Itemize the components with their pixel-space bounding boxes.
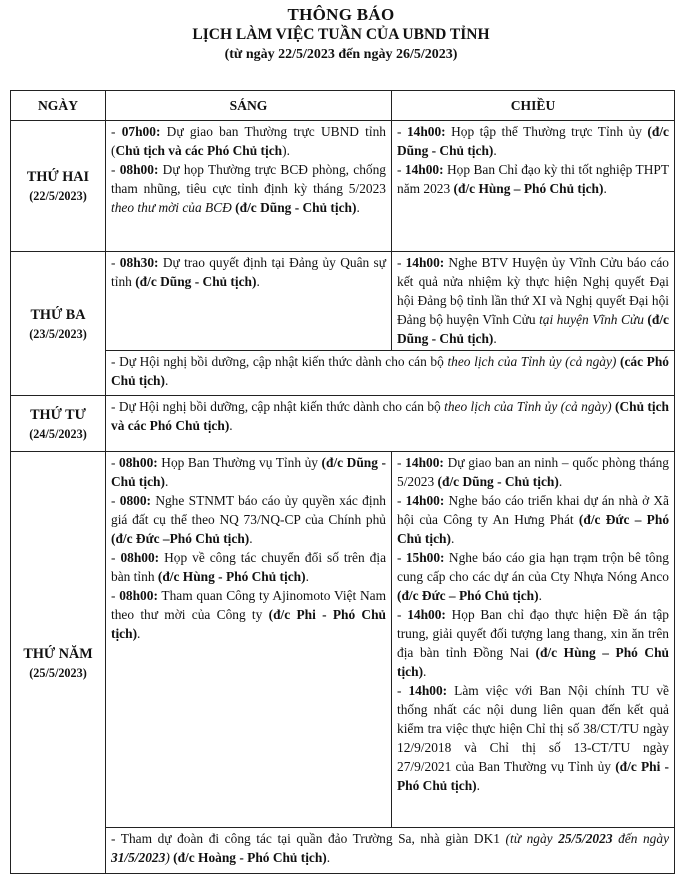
table-row-thursday-fullday [11,828,675,874]
day-date: (23/5/2023) [29,326,87,341]
day-date: (24/5/2023) [29,426,87,441]
schedule-item: - 08h00: Dự họp Thường trực BCĐ phòng, chống tham nhũng, tiêu cực tỉnh định kỳ tháng 5/2023 theo thư mời của BCĐ (đ/c Dũng - Chủ tịch). [111,162,386,215]
day-name: THỨ HAI [26,169,90,185]
table-row-tuesday-fullday [11,351,675,396]
column-header-morning: SÁNG [106,91,392,121]
schedule-item: - Dự Hội nghị bồi dưỡng, cập nhật kiến thức dành cho cán bộ theo lịch của Tỉnh ủy (cả ngày) (các Phó Chủ tịch). [111,354,669,388]
date-range: (từ ngày 22/5/2023 đến ngày 26/5/2023) [224,47,458,62]
schedule-item: - 08h30: Dự trao quyết định tại Đảng ủy Quân sự tỉnh (đ/c Dũng - Chủ tịch). [111,255,387,289]
column-header-day: NGÀY [11,91,106,121]
table-row-tuesday [11,252,675,351]
day-date: (22/5/2023) [29,189,87,203]
schedule-item: - 14h00: Nghe báo cáo triển khai dự án nhà ở Xã hội của Công ty An Hưng Phát (đ/c Đức – Phó Chủ tịch). [397,493,670,546]
day-cell [11,396,106,452]
column-header-afternoon: CHIỀU [392,91,675,121]
table-row-monday [11,121,675,252]
day-name: THỨ TƯ [30,406,86,423]
schedule-item: - 08h00: Họp về công tác chuyển đổi số trên địa bàn tỉnh (đ/c Hùng - Phó Chủ tịch). [111,550,387,584]
morning-cell [106,252,392,351]
table-row-wednesday [11,396,675,452]
afternoon-cell [392,121,675,252]
fullday-cell [106,396,675,452]
schedule-item: - 14h00: Họp Ban chỉ đạo thực hiện Đề án tập trung, giải quyết đối tượng lang thang, xin ăn trên địa bàn tỉnh Đồng Nai (đ/c Hùng – Phó Chủ tịch). [397,607,669,679]
schedule-item: - 07h00: Dự giao ban Thường trực UBND tỉnh (Chủ tịch và các Phó Chủ tịch). [111,124,386,158]
table-row-thursday [11,452,675,828]
schedule-item: - 14h00: Họp tập thể Thường trực Tỉnh ủy (đ/c Dũng - Chủ tịch). [397,124,669,158]
fullday-cell [106,828,675,874]
document-title: THÔNG BÁO [287,5,395,24]
afternoon-cell [392,452,675,828]
schedule-item: - 08h00: Tham quan Công ty Ajinomoto Việt Nam theo thư mời của Công ty (đ/c Phi - Phó Chủ tịch). [111,588,386,641]
schedule-item: - 14h00: Nghe BTV Huyện ủy Vĩnh Cửu báo cáo kết quả nửa nhiệm kỳ thực hiện Nghị quyết Đại hội Đảng bộ tỉnh lần thứ XI và Nghị quyết Đại hội Đảng bộ huyện Vĩnh Cửu tại huyện Vĩnh Cửu (đ/c Dũng - Chủ tịch). [397,255,669,346]
day-cell [11,121,106,252]
morning-cell [106,452,392,828]
day-cell [11,452,106,874]
schedule-item: - 14h00: Dự giao ban an ninh – quốc phòng tháng 5/2023 (đ/c Dũng - Chủ tịch). [397,455,669,489]
schedule-item: - 14h00: Họp Ban Chỉ đạo kỳ thi tốt nghiệp THPT năm 2023 (đ/c Hùng – Phó Chủ tịch). [397,162,669,196]
day-cell [11,252,106,396]
schedule-item: - 15h00: Nghe báo cáo gia hạn trạm trộn bê tông cung cấp cho các dự án của Cty Nhựa Nóng Anco (đ/c Đức – Phó Chủ tịch). [397,550,669,603]
afternoon-cell [392,252,675,351]
schedule-item: - 0800: Nghe STNMT báo cáo ủy quyền xác định giá đất cụ thể theo NQ 73/NQ-CP của Chính phủ (đ/c Đức –Phó Chủ tịch). [111,493,386,546]
fullday-cell [106,351,675,396]
day-name: THỨ BA [30,306,86,323]
document-subtitle: LỊCH LÀM VIỆC TUẦN CỦA UBND TỈNH [192,26,490,43]
day-date: (25/5/2023) [29,665,87,680]
schedule-item: - Dự Hội nghị bồi dưỡng, cập nhật kiến thức dành cho cán bộ theo lịch của Tỉnh ủy (cả ngày) (Chủ tịch và các Phó Chủ tịch). [111,399,669,433]
table-header-row [11,91,675,121]
document-header [0,0,682,64]
morning-cell [106,121,392,252]
schedule-item: - Tham dự đoàn đi công tác tại quần đảo Trường Sa, nhà giàn DK1 (từ ngày 25/5/2023 đến ngày 31/5/2023) (đ/c Hoàng - Phó Chủ tịch). [111,831,670,865]
schedule-table [10,90,675,874]
day-name: THỨ NĂM [23,645,93,662]
schedule-item: - 14h00: Làm việc với Ban Nội chính TU về thống nhất các nội dung liên quan đến kết quả kiểm tra việc thực hiện Chỉ thị số 38/CT/TU ngày 12/9/2018 và Chỉ thị số 13-CT/TU ngày 27/9/2021 của Ban Thường vụ Tỉnh ủy (đ/c Phi - Phó Chủ tịch). [397,683,669,793]
schedule-item: - 08h00: Họp Ban Thường vụ Tỉnh ủy (đ/c Dũng - Chủ tịch). [111,455,386,489]
